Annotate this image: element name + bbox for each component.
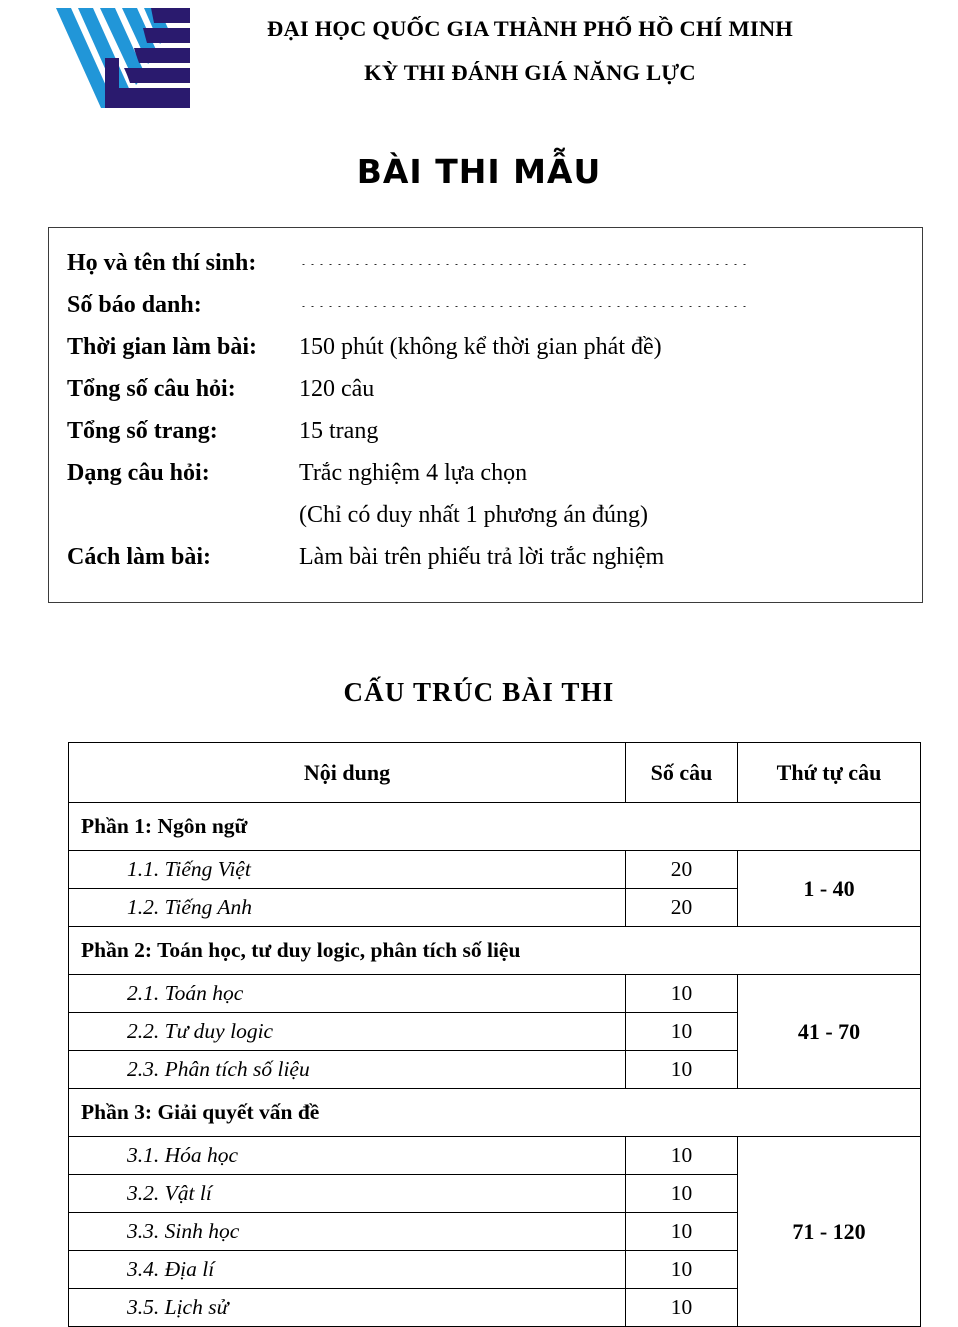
vnuhcm-logo bbox=[44, 6, 192, 110]
subsection-name: 2.1. Toán học bbox=[69, 975, 626, 1013]
subsection-name: 2.3. Phân tích số liệu bbox=[69, 1051, 626, 1089]
subsection-name: 1.2. Tiếng Anh bbox=[69, 889, 626, 927]
subsection-count: 10 bbox=[626, 1137, 738, 1175]
info-row-question-type-note bbox=[49, 502, 922, 544]
info-label: Họ và tên thí sinh: bbox=[67, 250, 257, 276]
exam-structure-table bbox=[68, 742, 921, 1327]
fill-in-dotted-line[interactable] bbox=[299, 264, 747, 265]
info-label: Dạng câu hỏi: bbox=[67, 460, 210, 486]
document-masthead bbox=[0, 0, 958, 120]
subsection-name: 3.3. Sinh học bbox=[69, 1213, 626, 1251]
section-question-range: 1 - 40 bbox=[738, 851, 921, 927]
fill-in-dotted-line[interactable] bbox=[299, 306, 747, 307]
subsection-name: 1.1. Tiếng Việt bbox=[69, 851, 626, 889]
subsection-count: 10 bbox=[626, 1175, 738, 1213]
table-section-row bbox=[69, 803, 921, 851]
info-value bbox=[299, 250, 747, 277]
info-value: 15 trang bbox=[299, 418, 379, 444]
organization-name: ĐẠI HỌC QUỐC GIA THÀNH PHỐ HỒ CHÍ MINH bbox=[267, 16, 793, 41]
info-value: Trắc nghiệm 4 lựa chọn bbox=[299, 460, 528, 486]
exam-structure-table-wrapper bbox=[68, 742, 920, 1327]
section-question-range: 41 - 70 bbox=[738, 975, 921, 1089]
info-row-registration-number bbox=[49, 292, 922, 334]
subsection-count: 20 bbox=[626, 889, 738, 927]
info-label: Tổng số trang: bbox=[67, 418, 218, 444]
info-value: Làm bài trên phiếu trả lời trắc nghiệm bbox=[299, 544, 665, 570]
column-header-count: Số câu bbox=[626, 743, 738, 803]
section-title: Phần 3: Giải quyết vấn đề bbox=[69, 1089, 921, 1137]
info-value: 120 câu bbox=[299, 376, 375, 402]
page-title: BÀI THI MẪU bbox=[356, 152, 602, 191]
masthead-text-block bbox=[200, 14, 860, 88]
info-value bbox=[299, 292, 747, 319]
info-row-question-count bbox=[49, 376, 922, 418]
info-row-duration bbox=[49, 334, 922, 376]
table-row bbox=[69, 851, 921, 889]
info-row-page-count bbox=[49, 418, 922, 460]
subsection-name: 3.1. Hóa học bbox=[69, 1137, 626, 1175]
exam-structure-title: CẤU TRÚC BÀI THI bbox=[343, 677, 615, 707]
table-header-row bbox=[69, 743, 921, 803]
subsection-name: 3.4. Địa lí bbox=[69, 1251, 626, 1289]
subsection-count: 10 bbox=[626, 975, 738, 1013]
section-title: Phần 2: Toán học, tư duy logic, phân tích số liệu bbox=[69, 927, 921, 975]
subsection-count: 10 bbox=[626, 1251, 738, 1289]
table-section-row bbox=[69, 927, 921, 975]
table-row bbox=[69, 975, 921, 1013]
subsection-count: 20 bbox=[626, 851, 738, 889]
info-row-question-type bbox=[49, 460, 922, 502]
subsection-count: 10 bbox=[626, 1013, 738, 1051]
info-label: Cách làm bài: bbox=[67, 544, 211, 570]
info-label: Thời gian làm bài: bbox=[67, 334, 257, 360]
subsection-name: 2.2. Tư duy logic bbox=[69, 1013, 626, 1051]
info-label: Tổng số câu hỏi: bbox=[67, 376, 236, 402]
table-row bbox=[69, 1137, 921, 1175]
column-header-content: Nội dung bbox=[69, 743, 626, 803]
column-header-range: Thứ tự câu bbox=[738, 743, 921, 803]
subsection-count: 10 bbox=[626, 1213, 738, 1251]
table-section-row bbox=[69, 1089, 921, 1137]
info-row-answering-method bbox=[49, 544, 922, 586]
section-title: Phần 1: Ngôn ngữ bbox=[69, 803, 921, 851]
info-value: 150 phút (không kể thời gian phát đề) bbox=[299, 334, 662, 360]
subsection-name: 3.2. Vật lí bbox=[69, 1175, 626, 1213]
info-value: (Chỉ có duy nhất 1 phương án đúng) bbox=[299, 502, 648, 528]
info-row-full-name bbox=[49, 250, 922, 292]
subsection-count: 10 bbox=[626, 1289, 738, 1327]
info-label: Số báo danh: bbox=[67, 292, 202, 318]
subsection-count: 10 bbox=[626, 1051, 738, 1089]
candidate-info-box bbox=[48, 227, 923, 603]
section-question-range: 71 - 120 bbox=[738, 1137, 921, 1327]
exam-program-name: KỲ THI ĐÁNH GIÁ NĂNG LỰC bbox=[364, 60, 696, 85]
subsection-name: 3.5. Lịch sử bbox=[69, 1289, 626, 1327]
